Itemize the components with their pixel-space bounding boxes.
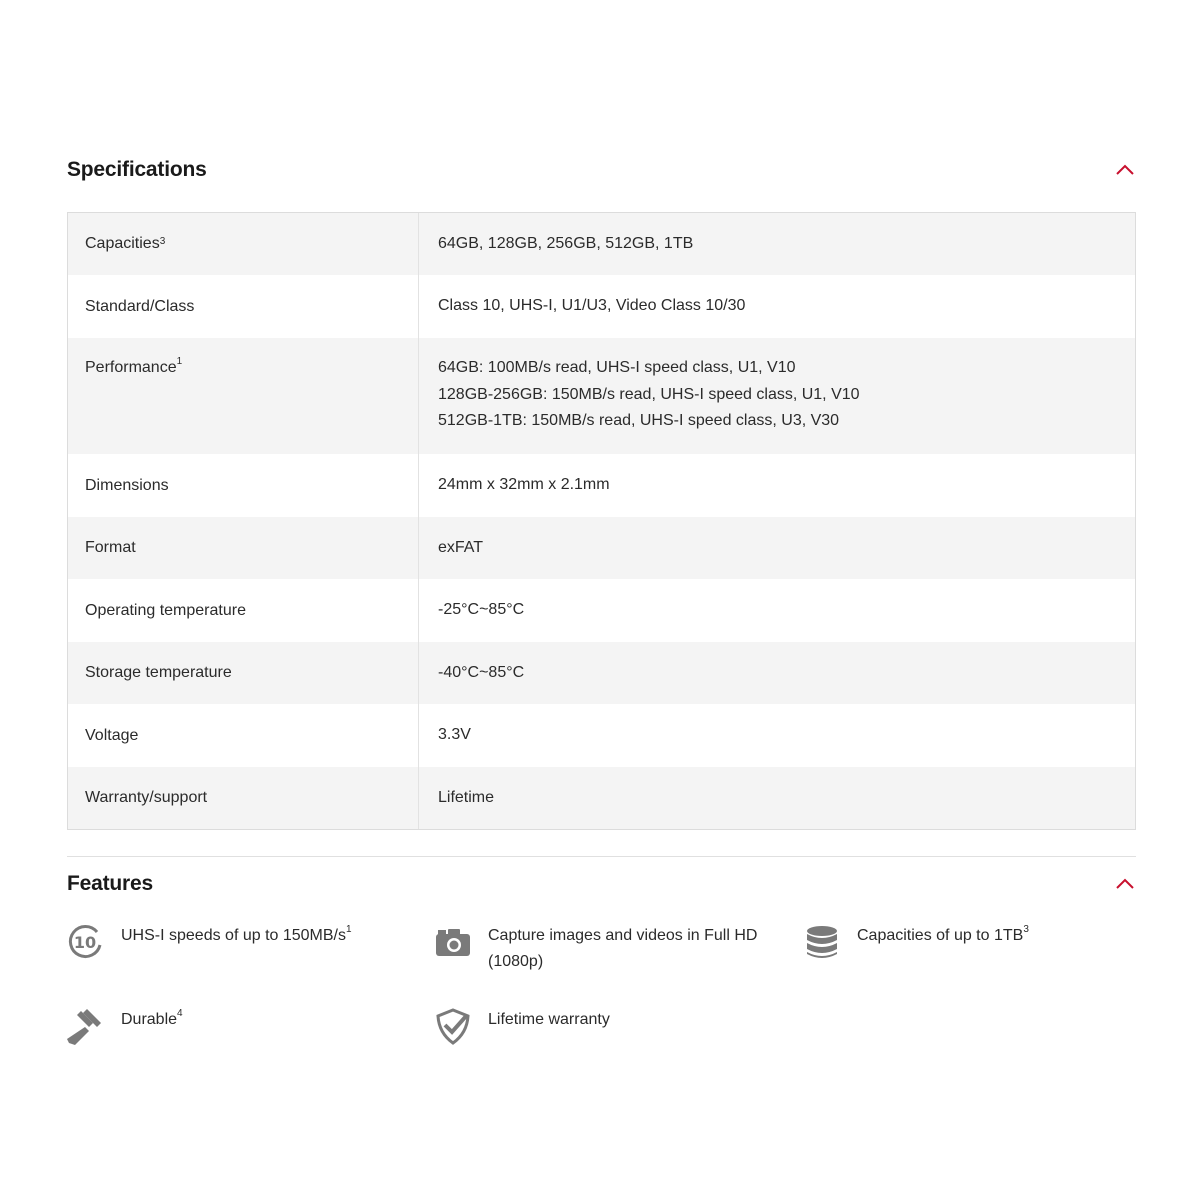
feature-text: Capture images and videos in Full HD (1080p) <box>488 927 758 970</box>
spec-row-capacities <box>68 213 1135 275</box>
features-list <box>67 920 1136 1060</box>
spec-value: Class 10, UHS-I, U1/U3, Video Class 10/30 <box>438 297 746 315</box>
spec-row-operating-temperature <box>68 579 1135 642</box>
spec-row-storage-temperature <box>68 642 1135 704</box>
spec-value: 64GB: 100MB/s read, UHS-I speed class, U1, V10 128GB-256GB: 150MB/s read, UHS-I speed class, U1, V10 512GB-1TB: 150MB/s read, UHS-I speed class, U3, V30 <box>438 359 860 429</box>
feature-text: Capacities of up to $1TB^3$ <box>857 923 1029 944</box>
feature-text: UHS-I speeds of up to $150MB/s^1$ <box>121 923 352 944</box>
class10-icon <box>67 923 105 961</box>
spec-label: Storage temperature <box>68 642 419 704</box>
spec-label: Warranty/support <box>68 767 419 829</box>
svg-text:10: 10 <box>73 933 97 952</box>
feature-text: Durable$^4$ <box>121 1007 183 1028</box>
database-icon <box>803 923 841 961</box>
spec-label: Operating temperature <box>68 579 419 642</box>
spec-row-performance <box>68 338 1135 454</box>
spec-value: 3.3V <box>438 726 471 744</box>
spec-row-format <box>68 517 1135 579</box>
spec-row-dimensions <box>68 454 1135 517</box>
features-header[interactable] <box>67 864 1136 904</box>
hammer-icon <box>67 1007 105 1045</box>
specifications-title: Specifications <box>67 158 207 181</box>
spec-value: 24mm x 32mm x 2.1mm <box>438 476 610 494</box>
section-divider <box>67 856 1136 857</box>
feature-item <box>434 923 778 975</box>
spec-row-voltage <box>68 704 1135 767</box>
feature-item <box>67 923 421 961</box>
spec-label: Voltage <box>68 704 419 767</box>
spec-row-standard <box>68 275 1135 338</box>
feature-item <box>67 1007 421 1045</box>
spec-label: Capacities $^3$ <box>68 213 419 275</box>
spec-label: Dimensions <box>68 454 419 517</box>
shield-check-icon <box>434 1007 472 1045</box>
chevron-up-icon[interactable] <box>1114 159 1136 181</box>
spec-value: Lifetime <box>438 788 495 806</box>
specifications-header[interactable] <box>67 150 1136 190</box>
feature-text: Lifetime warranty <box>488 1011 610 1028</box>
spec-value: exFAT <box>438 538 484 556</box>
feature-item <box>803 923 1157 961</box>
spec-label: Performance$^1$ <box>68 338 419 454</box>
spec-value: -40°C~85°C <box>438 663 525 681</box>
features-title: Features <box>67 872 153 895</box>
spec-label: Standard/Class <box>68 275 419 338</box>
spec-label: Format <box>68 517 419 579</box>
specifications-table <box>67 212 1136 830</box>
chevron-up-icon[interactable] <box>1114 873 1136 895</box>
camera-icon <box>434 923 472 961</box>
spec-value: 64GB, 128GB, 256GB, 512GB, 1TB <box>438 234 694 252</box>
spec-value: -25°C~85°C <box>438 601 525 619</box>
spec-row-warranty <box>68 767 1135 829</box>
feature-item <box>434 1007 788 1045</box>
